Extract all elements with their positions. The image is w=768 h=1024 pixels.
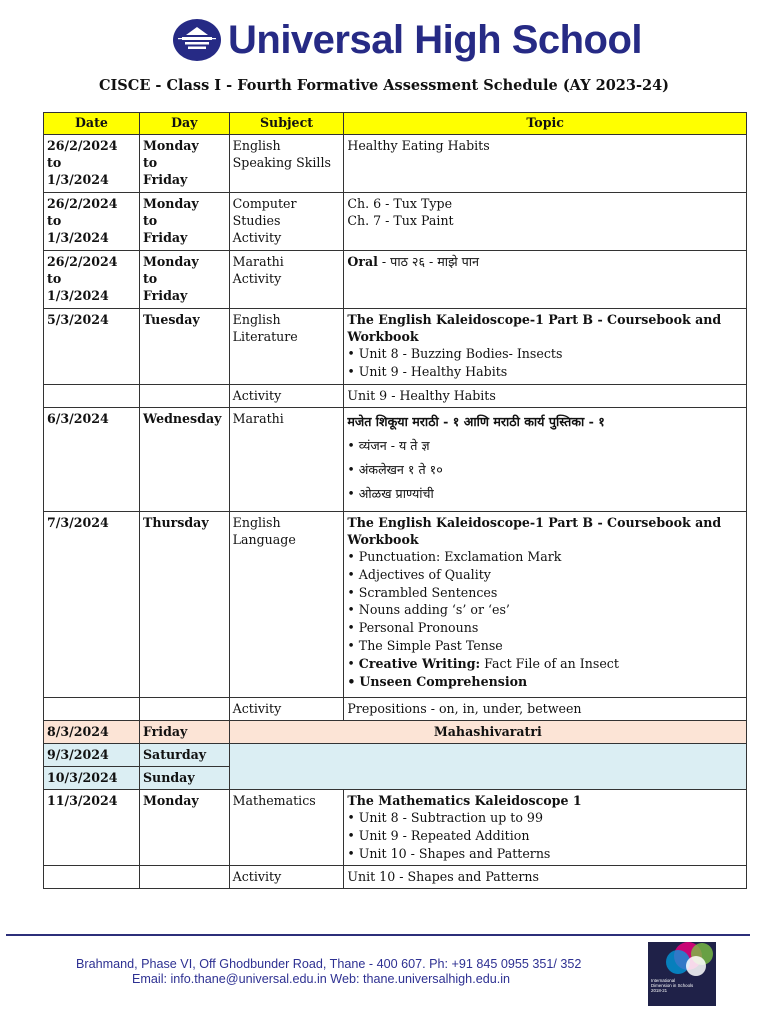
table-row: [44, 135, 747, 193]
oral-topic: - पाठ २६ - माझे पान: [377, 254, 479, 269]
table-row: [44, 866, 747, 889]
date-cell: 26/2/2024 to 1/3/2024: [44, 193, 140, 251]
international-dimension-badge: [648, 942, 716, 1006]
weekend-row: [44, 744, 747, 767]
date-cell: [44, 698, 140, 721]
topic-list: [347, 548, 743, 690]
topic-cell: Ch. 6 - Tux Type Ch. 7 - Tux Paint: [344, 193, 747, 251]
subject-cell: English Language: [229, 512, 344, 698]
subject-cell: Activity: [229, 698, 344, 721]
weekend-blank: [229, 744, 746, 790]
header-day: Day: [139, 113, 229, 135]
table-row: [44, 251, 747, 309]
topic-cell: [344, 309, 747, 385]
topic-heading: मजेत शिकूया मराठी - १ आणि मराठी कार्य पुस्तिका - १: [347, 414, 605, 429]
badge-graphic-icon: [648, 942, 716, 978]
footer-email-web: Email: info.thane@universal.edu.in Web: thane.universalhigh.edu.in: [132, 972, 511, 986]
list-item: • अंकलेखन १ ते १०: [347, 458, 743, 482]
list-item: • Unseen Comprehension: [347, 673, 743, 691]
topic-cell: [344, 790, 747, 866]
day-cell: Monday to Friday: [139, 251, 229, 309]
topic-list: [347, 809, 743, 862]
table-header-row: [44, 113, 747, 135]
badge-line: 2018-21: [651, 988, 668, 993]
date-cell: 26/2/2024 to 1/3/2024: [44, 135, 140, 193]
day-cell: Monday to Friday: [139, 193, 229, 251]
topic-heading: The English Kaleidoscope-1 Part B - Coursebook and Workbook: [347, 515, 722, 547]
date-cell: 11/3/2024: [44, 790, 140, 866]
date-cell: 8/3/2024: [44, 721, 140, 744]
footer-address: Brahmand, Phase VI, Off Ghodbunder Road, Thane - 400 607. Ph: +91 845 0955 351/ 352: [76, 957, 582, 971]
school-logo: [172, 18, 642, 62]
badge-line: Dimension in Schools: [651, 983, 694, 988]
table-row: [44, 698, 747, 721]
subject-cell: Activity: [229, 866, 344, 889]
table-row: [44, 512, 747, 698]
day-cell: Friday: [139, 721, 229, 744]
oral-label: Oral: [347, 254, 378, 269]
list-item: • Unit 10 - Shapes and Patterns: [347, 845, 743, 863]
topic-heading: The English Kaleidoscope-1 Part B - Coursebook and Workbook: [347, 312, 722, 344]
subject-cell: Marathi: [229, 408, 344, 512]
topic-cell: [344, 251, 747, 309]
date-cell: 6/3/2024: [44, 408, 140, 512]
footer-divider: [6, 934, 750, 936]
date-cell: [44, 385, 140, 408]
list-item: • Personal Pronouns: [347, 619, 743, 637]
list-item: [347, 655, 743, 673]
day-cell: Wednesday: [139, 408, 229, 512]
list-item: • The Simple Past Tense: [347, 637, 743, 655]
list-item: • Adjectives of Quality: [347, 566, 743, 584]
subject-cell: Computer Studies Activity: [229, 193, 344, 251]
subject-cell: Activity: [229, 385, 344, 408]
day-cell: Monday: [139, 790, 229, 866]
day-cell: Sunday: [139, 767, 229, 790]
creative-writing-label: Creative Writing:: [358, 655, 481, 671]
topic-cell: Unit 9 - Healthy Habits: [344, 385, 747, 408]
table-row: [44, 790, 747, 866]
topic-cell: [344, 408, 747, 512]
holiday-name: Mahashivaratri: [229, 721, 746, 744]
list-item: • Punctuation: Exclamation Mark: [347, 548, 743, 566]
topic-cell: [344, 512, 747, 698]
list-item: • Unit 9 - Repeated Addition: [347, 827, 743, 845]
subject-cell: Marathi Activity: [229, 251, 344, 309]
table-row: [44, 193, 747, 251]
day-cell: Thursday: [139, 512, 229, 698]
list-item: • ओळख प्राण्यांची: [347, 482, 743, 506]
topic-cell: Prepositions - on, in, under, between: [344, 698, 747, 721]
table-row: [44, 309, 747, 385]
list-item: • व्यंजन - य ते ज्ञ: [347, 434, 743, 458]
list-item: • Scrambled Sentences: [347, 584, 743, 602]
topic-list: [347, 434, 743, 506]
holiday-row: [44, 721, 747, 744]
school-crest-icon: [172, 18, 222, 62]
day-cell: Saturday: [139, 744, 229, 767]
list-item: • Nouns adding ‘s’ or ‘es’: [347, 601, 743, 619]
list-item: • Unit 9 - Healthy Habits: [347, 363, 743, 381]
topic-heading: The Mathematics Kaleidoscope 1: [347, 793, 582, 808]
date-cell: 9/3/2024: [44, 744, 140, 767]
badge-line: International: [651, 978, 676, 983]
date-cell: 7/3/2024: [44, 512, 140, 698]
topic-cell: Unit 10 - Shapes and Patterns: [344, 866, 747, 889]
subject-cell: English Literature: [229, 309, 344, 385]
date-cell: [44, 866, 140, 889]
topic-list: [347, 345, 743, 381]
day-cell: Tuesday: [139, 309, 229, 385]
subject-cell: English Speaking Skills: [229, 135, 344, 193]
header-topic: Topic: [344, 113, 747, 135]
table-row: [44, 408, 747, 512]
date-cell: 5/3/2024: [44, 309, 140, 385]
day-cell: [139, 698, 229, 721]
schedule-table: [43, 112, 747, 889]
date-cell: 10/3/2024: [44, 767, 140, 790]
subject-cell: Mathematics: [229, 790, 344, 866]
day-cell: [139, 866, 229, 889]
day-cell: [139, 385, 229, 408]
list-item: • Unit 8 - Buzzing Bodies- Insects: [347, 345, 743, 363]
footer-contact: [76, 957, 581, 987]
document-title: CISCE - Class I - Fourth Formative Assessment Schedule (AY 2023-24): [98, 77, 670, 94]
day-cell: Monday to Friday: [139, 135, 229, 193]
page-header: [0, 14, 768, 70]
topic-cell: Healthy Eating Habits: [344, 135, 747, 193]
date-cell: 26/2/2024 to 1/3/2024: [44, 251, 140, 309]
school-name: Universal High School: [228, 18, 643, 62]
table-row: [44, 385, 747, 408]
creative-writing-text: Fact File of an Insect: [480, 655, 619, 671]
header-subject: Subject: [229, 113, 344, 135]
header-date: Date: [44, 113, 140, 135]
list-item: • Unit 8 - Subtraction up to 99: [347, 809, 743, 827]
